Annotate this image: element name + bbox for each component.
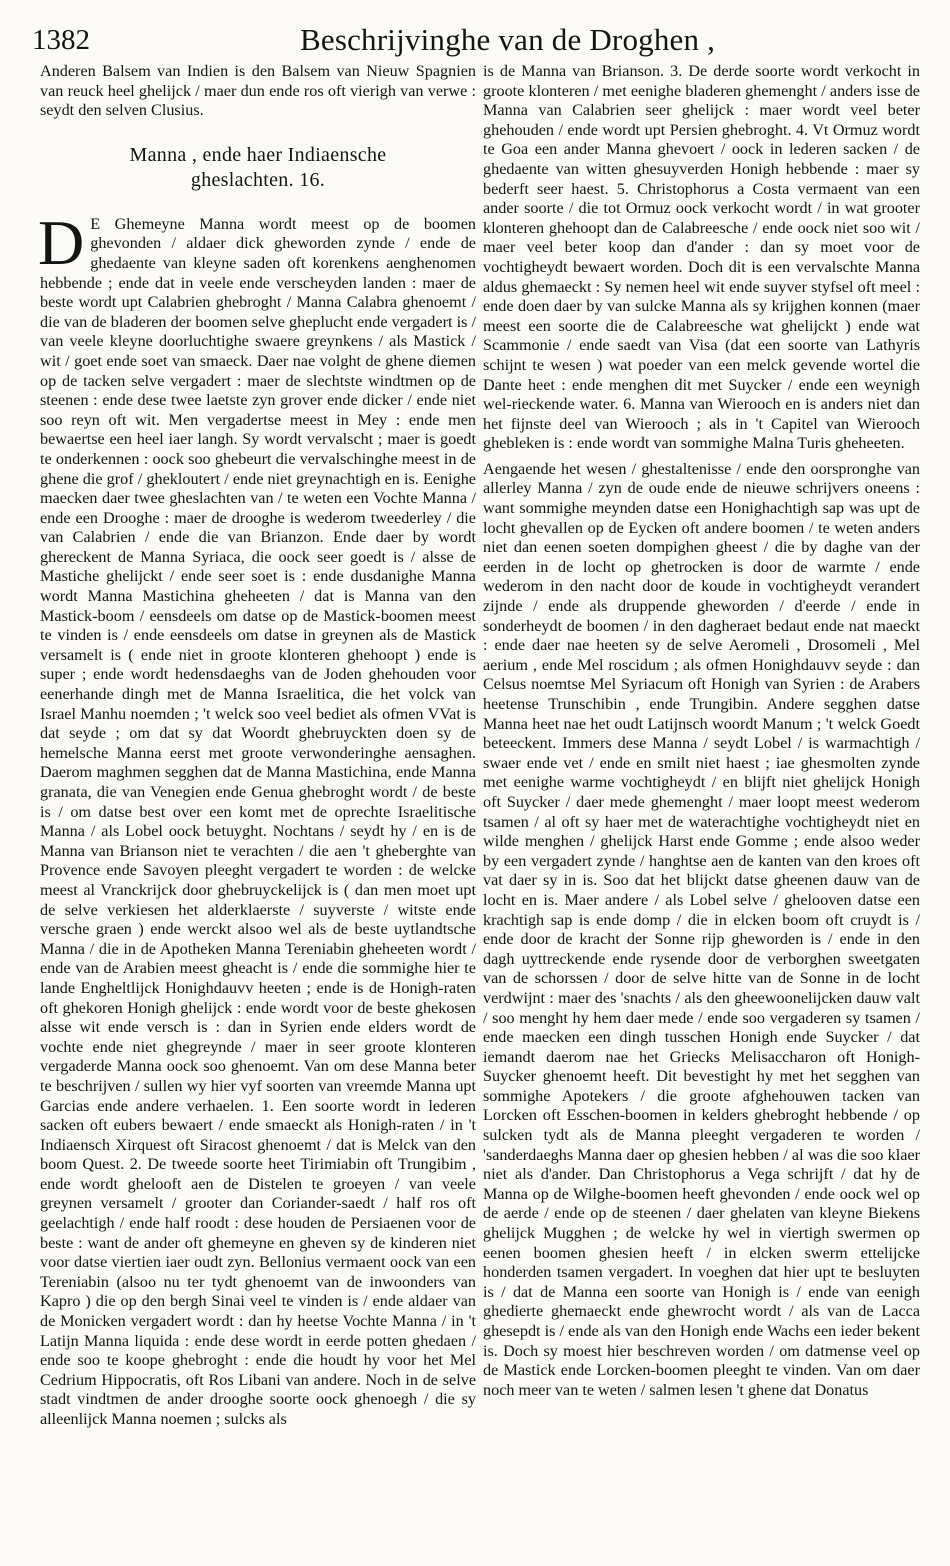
balsam-closing-paragraph: Anderen Balsem van Indien is den Balsem van Nieuw Spagnien van reuck heel ghelijck / maer dun ende ros oft vierigh van verwe : seydt den selven Clusius. xyxy=(40,62,476,120)
page-header xyxy=(32,20,922,64)
drop-cap: D xyxy=(38,206,85,278)
running-title: Beschrijvinghe van de Droghen , xyxy=(300,22,716,57)
section-heading-line1: Manna , ende haer Indiaensche xyxy=(129,143,387,166)
manna-origin-paragraph: Aengaende het wesen / ghestaltenisse / ende den oorspronghe van allerley Manna / zyn de oude ende de nieuwe schrijvers oneens : want sommighe meynden datse een Honighachtigh sap was upt de locht ghevallen op de Eycken oft andere boomen / te weten anders niet dan eenen soeten dompighen gheest / die by daghe van der eerden in de locht op ghetrocken is door de warmte / ende wederom in den nacht door de koude in vochtigheydt verandert zijnde / ende als druppende gheworden / d'eerde / ende in sonderheydt de boomen / in den dagheraet bedaut ende nat maeckt : ende daer nae heeten sy de selve Aeromeli , Drosomeli , Mel aerium , ende Mel roscidum ; als ofmen Honighdauvv seyde : dan Celsus noemtse Mel Syriacum oft Honigh van Syrien : de Arabers heetense Trunschibin , ende Trungibin. Andere segghen datse Manna heet nae het oudt Latijnsch woordt Manum ; 't welck Goedt beteeckent. Immers dese Manna / seydt Lobel / is warmachtigh / swaer ende vet / ende en smilt niet haest ; iae ghesmolten zynde met eenighe warme vochtigheydt / en blijft niet ghelijck Honigh oft Suycker / daer mede ghemenght / maer loopt meest wederom tsamen / al oft sy haer met de waterachtighe vochtigheydt niet en wilde menghen / ghelijck Harst ende Gomme ; ende alsoo weder by een vergadert zynde / hanghtse aen de kanten van den kroes oft vat daer sy in is. Soo dat het blijckt datse gheenen dauw van de locht en is. Maer andere / als Lobel selve / ghelooven datse een krachtigh sap is ende domp / die in elcken boom oft cruydt is / ende door de kracht der Sonne rijp gheworden is / ende in den dagh uyttreckende ende rysende door de verborghen sweetgaten van de schorssen / door de selve hitte van de Sonne in de locht verdwijnt : maer des 'snachts / als den gheewoonelijcken dauw valt / soo menght hy hem daer mede / ende soo vergaderen sy tsamen / ende maecken een dingh tusschen Honigh ende Suycker / dat iemandt daerom nae het Griecks Melisaccharon oft Honigh-Suycker ghenoemt heeft. Dit bevestight hy met het segghen van sommighe Apotekers / die groote afghehouwen tacken van Lorcken oft Esschen-boomen in kelders ghebroght hebbende / op sulcken tydt als de Manna pleeght vergaderen te worden / 'sanderdaeghs Manna daer op ghesien hebben / al was die soo klaer niet als d'ander. Dan Christophorus a Vega schrijft / dat hy de Manna op de Wilghe-boomen heeft ghevonden / ende oock wel op de aerde / ende op de steenen / daer ghelaten van kleyne Biekens ghelijck Mugghen ; de welcke hy wel in viertigh swermen op eenen boomen ghesien heeft / in elcken swerm ettelijcke honderden tsamen vergadert. In voeghen dat hier upt te besluyten is / dat de Manna een soorte van Honigh is / ende van eenigh ghedierte ghemaeckt ende ghewrocht wordt / als van de Lacca ghesepdt is / ende als van den Honigh ende Wachs een ieder bekent is. Doch sy moest hier beschreven worden / om datmense veel op de Mastick ende Lorcken-boomen pleeght te vinden. Van om daer noch meer van te weten / salmen lesen 't ghene dat Donatus xyxy=(483,459,920,1399)
section-heading xyxy=(40,143,476,193)
right-column xyxy=(483,62,920,1400)
section-heading-line2: gheslachten. 16. xyxy=(190,168,326,191)
manna-kinds-paragraph: is de Manna van Brianson. 3. De derde soorte wordt verkocht in groote klonteren / met eenighe bladeren ghemenght / anders isse de Manna van Calabrien seer ghelijck : maer wordt veel beter ghehouden / ende wordt upt Persien ghebroght. 4. Vt Ormuz wordt te Goa een ander Manna ghevoert / oock in lederen sacken / de ghedaente van witten ghesuyverden Honigh hebbende : maer sy bederft seer haest. 5. Christophorus a Costa vermaent van een ander soorte / die tot Ormuz oock verkocht wordt / in wat grooter klonteren ghehoopt dan de Calabreesche / ende oock niet soo wit / maer veel beter koop dan d'ander : dan sy moet voor de vochtigheydt bewaert worden. Doch dit is een vervalschte Manna aldus ghemaeckt : Sy nemen heel wit ende suyver styfsel oft meel : ende doen daer by van sulcke Manna als sy krijghen konnen (maer meest een soorte die de Calabreesche wat ghelijckt ) ende wat Scammonie / ende saedt van Visa (dat een soorte van Lathyris schijnt te wesen ) wat poeder van een melck gevende wortel die Dante heet : ende menghen dit met Suycker / ende een weynigh wel-rieckende water. 6. Manna van Wierooch en is anders niet dan het fijnste deel van Wierooch ; als in 't Capitel van Wierooch ghebleken is : ende wordt van sommighe Malna Turis gheheeten. xyxy=(483,62,920,453)
manna-paragraph-text: E Ghemeyne Manna wordt meest op de boomen ghevonden / aldaer dick gheworden zynde / ende de ghedaente van kleyne saden oft korenkens aenghenomen hebbende ; ende dat in veele ende verscheyden landen : maer de beste wordt upt Calabrien ghebroght / Manna Calabra ghenoemt / die van de bladeren der boomen selve gheplucht ende vergadert is / van veele kleyne doorluchtighe swaere greynkens / als Mastick / wit / goet ende soet van smaeck. Daer nae volght de ghene diemen op de tacken selve vergadert : maer de slechtste windtmen op de steenen : ende dese twee laetste zyn grover ende dicker / ende niet soo reyn oft wit. Men vergadertse meest in Mey : ende men bewaertse een heel iaer langh. Sy wordt vervalscht ; maer is goedt te onderkennen : oock soo ghebeurt die vervalschinghe meest in de ghene die grof / ghekloutert / ende niet greynachtigh en is. Eenighe maecken daer twee gheslachten van / te weten een Vochte Manna / ende een Drooghe : maer de drooghe is wederom tweederley / die van Calabrien / ende die van Brianzon. Ende daer by wordt ghereckent de Manna Syriaca, die oock seer goedt is / alsse de Mastiche ghelijckt / ende seer soet is : ende dusdanighe Manna wordt Manna Mastichina gheheeten / dat is Manna van den Mastick-boom / eensdeels om datse op de Mastick-boomen meest te vinden is / ende eensdeels om datse in greynen als de Mastick versamelt is ( ende niet in groote klonteren ghehoopt ) ende is super ; ende wordt hedensdaeghs van de Joden ghehouden voor eenerhande dingh met de Manna Israelitica, die het volck van Israel Manhu noemden ; 't welck soo veel bediet als ofmen VVat is dat seyde ; om dat sy dat Woordt ghebruyckten doen sy de hemelsche Manna eerst met groote verwonderinghe aensaghen. Daerom maghmen segghen dat de Manna Mastichina, ende Manna granata, die van Venegien ende Genua ghebroght wordt / de beste is / om datse best over een komt met de oprechte Israelitische Manna / als Lobel oock betuyght. Nochtans / seydt hy / en is de Manna van Brianson niet te verachten / die aen 't gheberghte van Provence ende Savoyen pleeght vergadert te worden : de welcke meest al Vranckrijck door ghebruyckelijck is ( dan men moet upt de selve verkiesen het alderklaerste / suyverste / witste ende versche graen ) ende werckt alsoo wel als de beste uytlandtsche Manna / die in de Apotheken Manna Tereniabin gheheeten wordt / ende van de Arabien meest gheacht is / ende die sommighe hier te lande Engheltlijck Honighdauvv heeten ; ende is de Honigh-raten oft ghekoren Honigh ghelijck : ende wordt voor de beste ghekosen alsse wit ende versch is : dan in Syrien ende elders wordt de vochte ende niet ghegreynde / maer in seer groote klonteren vergaderde Manna oock soo ghenoemt. Van om dese Manna beter te beschrijven / sullen wy hier vyf soorten van vreemde Manna upt Garcias ende andere verhaelen. 1. Een soorte wordt in lederen sacken oft eubers bewaert / ende smaeckt als Honigh-raten / in 't Indiaensch Xirquest oft Siracost ghenoemt / dat is Melck van den boom Quest. 2. De tweede soorte heet Tirimiabin oft Trungibim , ende wordt ghelooft aen de Distelen te groeyen / van veele greynen versamelt / grooter dan Coriander-saedt / half ros oft geelachtigh / ende half roodt : dese houden de Persiaenen voor de beste : want de ander oft ghemeyne en gheven sy de kinderen niet voor datse viertien iaer oudt zyn. Bellonius vermaent oock van een Tereniabin (alsoo nu ter tydt ghenoemt van de inwoonders van Kapro ) die op den bergh Sinai veel te vinden is / ende aldaer van de Monicken vergadert wordt : dan hy heetse Vochte Manna / in 't Latijn Manna liquida : ende dese wordt in eerde potten ghedaen / ende soo te koope ghebroght : ende die houdt hy voor het Mel Cedrium Hippocratis, oft Ros Libani van andere. Noch in de selve stadt vindtmen de ander drooghe soorte oock ghenoegh / die sy alleenlijck Manna noemen ; sulcks als xyxy=(40,214,476,1428)
manna-paragraph xyxy=(38,206,476,1430)
left-column xyxy=(40,62,476,1430)
page-number: 1382 xyxy=(32,24,90,56)
